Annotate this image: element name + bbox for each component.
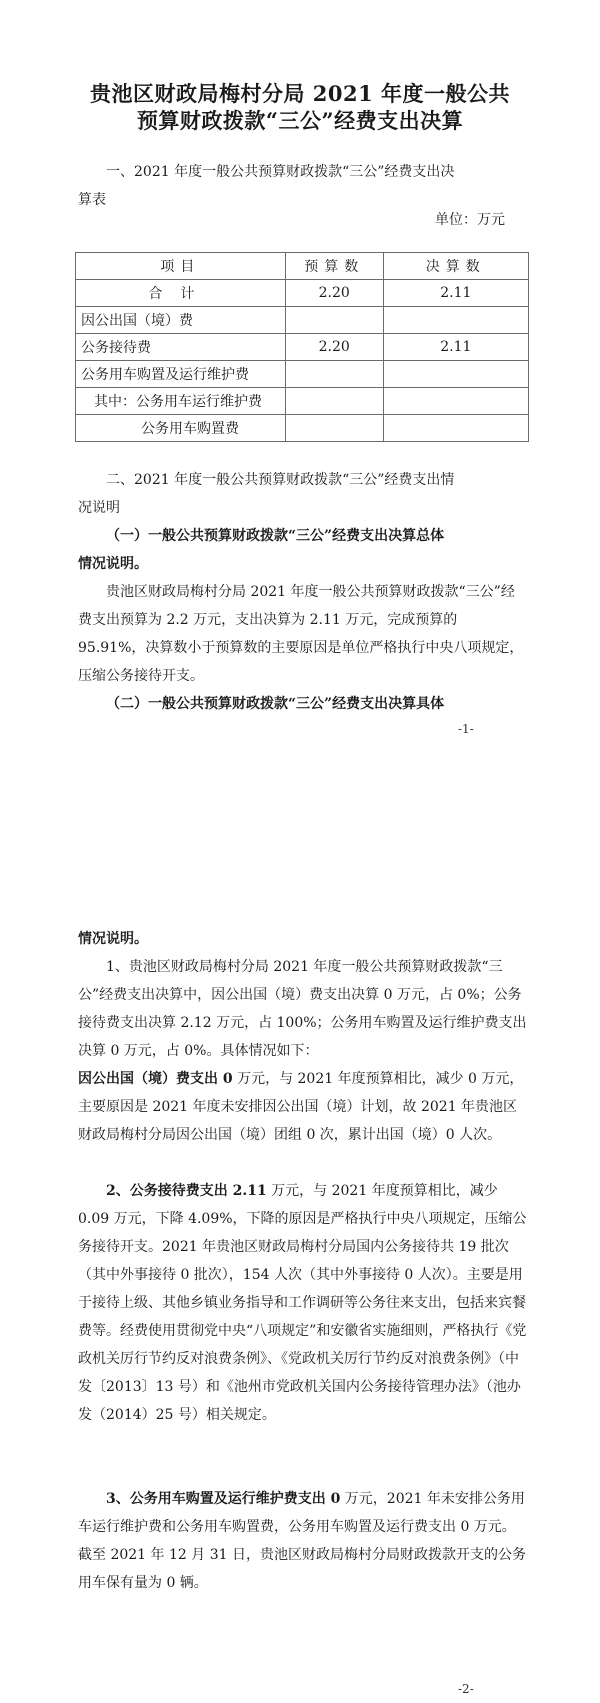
row-actual: 2.11 [383, 280, 528, 307]
subsection-1-heading [78, 522, 528, 578]
vehicle-heading: 3、公务用车购置及运行维护费支出 0 [106, 1491, 341, 1507]
subsection-2-heading [78, 690, 528, 718]
header-actual: 决算数 [383, 253, 528, 280]
page-number-1: -1- [458, 722, 474, 736]
subsection-1-heading-line-2: 情况说明。 [78, 556, 148, 572]
reception-heading: 2、公务接待费支出 2.11 [106, 1183, 267, 1199]
row-actual: 2.11 [383, 334, 528, 361]
row-budget [285, 415, 383, 442]
abroad-text: 万元，与 2021 年度预算相比，减少 0 万元，主要原因是 2021 年度未安排因公出国（境）计划，故 2021 年贵池区财政局梅村分局因公出国（境）团组 0 次，累计出国（境）0 人次。 [78, 1071, 524, 1143]
header-budget: 预算数 [285, 253, 383, 280]
row-actual [383, 415, 528, 442]
reception-text: 万元，与 2021 年度预算相比，减少 0.09 万元，下降 4.09%，下降的原因是严格执行中央八项规定，压缩公务接待开支。2021 年贵池区财政局梅村分局国内公务接待共 19 批次（其中外事接待 0 批次），154 人次（其中外事接待 0 人次）。主要是用于接待上级、其他乡镇业务指导和工作调研等公务往来支出，包括来宾餐费等。经费使用贯彻党中央“八项规定”和安徽省实施细则，严格执行《党政机关厉行节约反对浪费条例》、《党政机关厉行节约反对浪费条例》（中发〔2013〕13 号）和《池州市党政机关国内公务接待管理办法》（池办发（2014）25 号）相关规定。 [78, 1183, 527, 1423]
vehicle-paragraph [78, 1485, 528, 1597]
abroad-paragraph [78, 1065, 528, 1149]
page-2 [0, 925, 600, 1703]
row-item: 公务用车购置费 [76, 415, 286, 442]
unit-label: 单位：万元 [435, 212, 505, 228]
row-item: 公务接待费 [76, 334, 286, 361]
document-title-line-2: 预算财政拨款“三公”经费支出决算 [136, 108, 464, 133]
vehicle-text: 万元，2021 年未安排公务用车运行维护费和公务用车购置费，公务用车购置及运行费支出 0 万元。截至 2021 年 12 月 31 日，贵池区财政局梅村分局财政拨款开支的公务用车保有量为 0 辆。 [78, 1491, 526, 1591]
table-header-row [76, 253, 529, 280]
summary-paragraph: 贵池区财政局梅村分局 2021 年度一般公共预算财政拨款“三公”经费支出预算为 2.2 万元，支出决算为 2.11 万元，完成预算的 95.91%，决算数小于预算数的主要原因是单位严格执行中央八项规定，压缩公务接待开支。 [78, 584, 524, 684]
table-row [76, 388, 529, 415]
subsection-1-heading-line-1: （一）一般公共预算财政拨款“三公”经费支出决算总体 [106, 528, 445, 544]
row-budget: 2.20 [285, 280, 383, 307]
header-item: 项目 [76, 253, 286, 280]
table-row [76, 415, 529, 442]
row-budget: 2.20 [285, 334, 383, 361]
section-1-heading-line-1: 一、2021 年度一般公共预算财政拨款“三公”经费支出决 [106, 164, 455, 180]
document-title-line-1: 贵池区财政局梅村分局 2021 年度一般公共 [89, 81, 511, 106]
row-item: 其中：公务用车运行维护费 [76, 388, 286, 415]
reception-paragraph [78, 1177, 528, 1429]
row-item: 合计 [76, 280, 286, 307]
row-item: 公务用车购置及运行维护费 [76, 361, 286, 388]
section-1-heading-line-2: 算表 [78, 192, 106, 208]
table-row [76, 334, 529, 361]
subsection-2-heading-continued: 情况说明。 [78, 931, 148, 947]
section-2-heading-line-1: 二、2021 年度一般公共预算财政拨款“三公”经费支出情 [106, 472, 455, 488]
table-row [76, 307, 529, 334]
section-1-heading [78, 158, 528, 214]
subsection-2-heading-line-1: （二）一般公共预算财政拨款“三公”经费支出决算具体 [106, 696, 445, 712]
row-budget [285, 361, 383, 388]
section-2-heading [78, 466, 528, 522]
row-actual [383, 388, 528, 415]
page-number-2: -2- [458, 1682, 474, 1696]
table-row [76, 361, 529, 388]
abroad-heading: 因公出国（境）费支出 0 [78, 1071, 233, 1087]
row-budget [285, 388, 383, 415]
page-1 [0, 0, 600, 810]
row-actual [383, 307, 528, 334]
row-budget [285, 307, 383, 334]
detail-paragraph-1: 1、贵池区财政局梅村分局 2021 年度一般公共预算财政拨款“三公”经费支出决算中，因公出国（境）费支出决算 0 万元，占 0%；公务接待费支出决算 2.12 万元，占 100%；公务用车购置及运行维护费支出决算 0 万元，占 0%。具体情况如下： [78, 959, 527, 1059]
table-row-total [76, 280, 529, 307]
row-item: 因公出国（境）费 [76, 307, 286, 334]
three-public-expense-table [75, 252, 529, 442]
section-2-heading-line-2: 况说明 [78, 500, 120, 516]
row-actual [383, 361, 528, 388]
